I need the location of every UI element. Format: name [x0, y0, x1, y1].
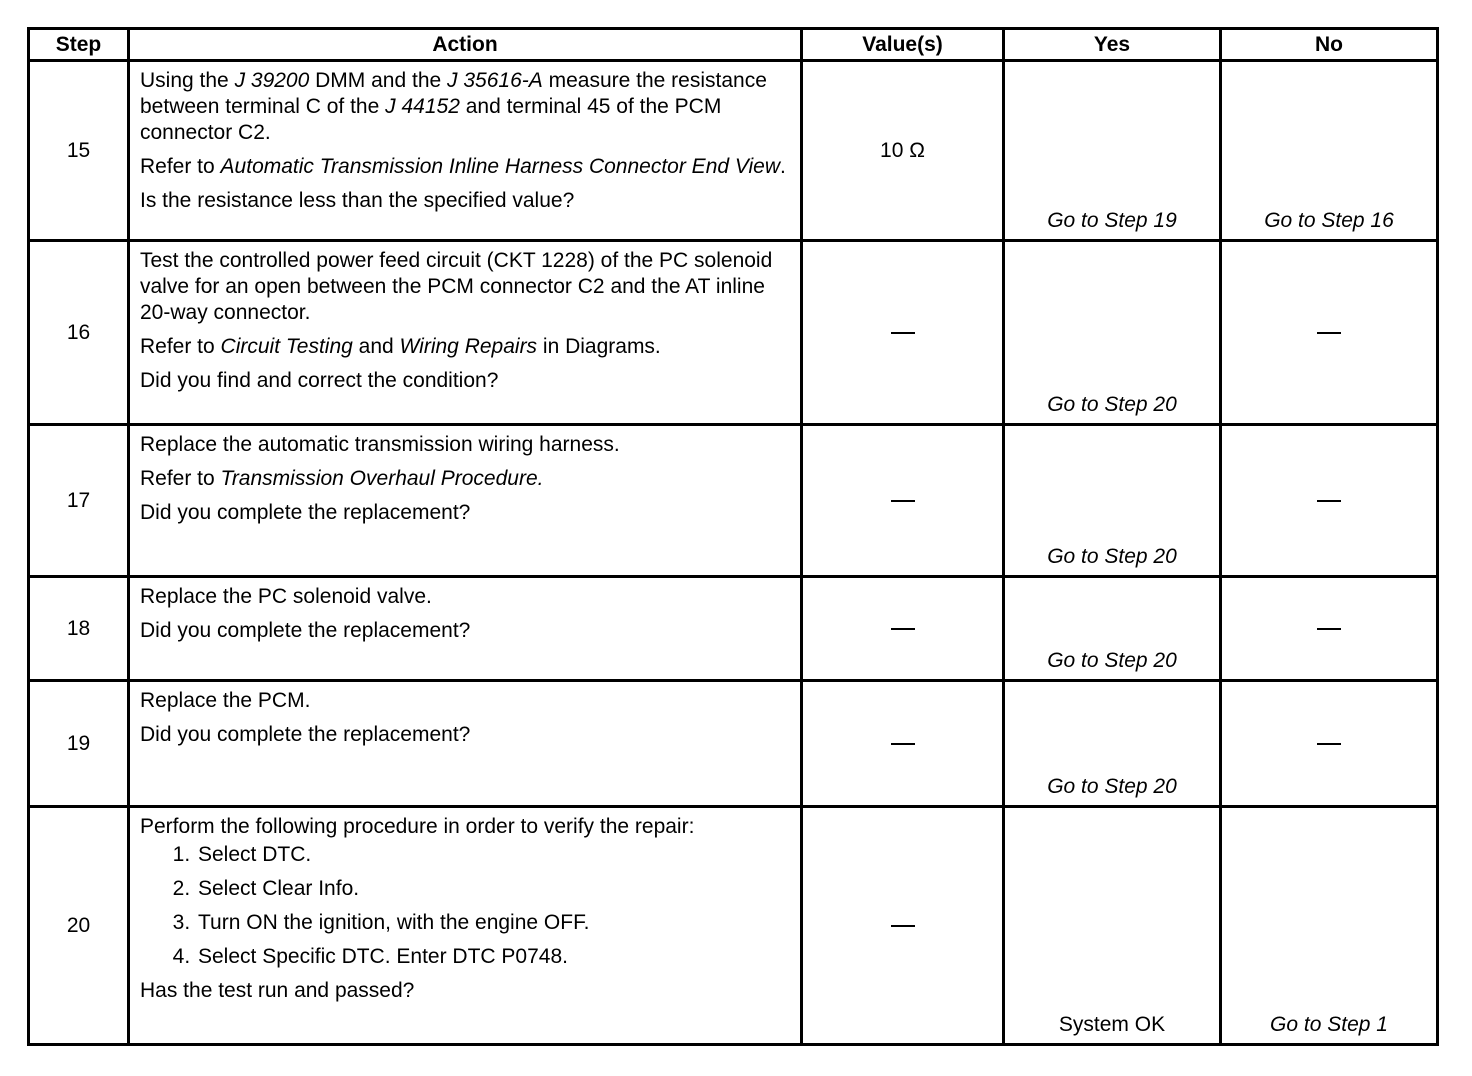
- dash-mark: [891, 332, 915, 334]
- dash-mark: [891, 743, 915, 745]
- question-paragraph: Did you find and correct the condition?: [140, 369, 499, 392]
- no-cell: [1221, 681, 1438, 807]
- dash-mark: [891, 500, 915, 502]
- value-cell: [802, 241, 1004, 425]
- dash-mark: [1317, 332, 1341, 334]
- no-cell: [1221, 241, 1438, 425]
- question-paragraph: Is the resistance less than the specified value?: [140, 189, 575, 212]
- table-row-step-20: [29, 807, 1438, 1045]
- value-cell: 10 Ω: [802, 61, 1004, 241]
- action-paragraph: Test the controlled power feed circuit (CKT 1228) of the PC solenoid valve for an open between the PCM connector C2 and the AT inline 20-way connector.: [140, 249, 773, 324]
- header-values: Value(s): [802, 29, 1004, 61]
- header-action: Action: [129, 29, 802, 61]
- dash-mark: [891, 628, 915, 630]
- action-cell: [129, 61, 802, 241]
- list-item: 3. Turn ON the ignition, with the engine OFF.: [196, 910, 790, 936]
- diagnostic-table: [27, 27, 1439, 1046]
- reference-paragraph: Refer to Automatic Transmission Inline Harness Connector End View.: [140, 155, 786, 178]
- question-paragraph: Has the test run and passed?: [140, 979, 415, 1002]
- header-no: No: [1221, 29, 1438, 61]
- action-cell: [129, 425, 802, 577]
- yes-cell: Go to Step 20: [1004, 681, 1221, 807]
- list-item: 4. Select Specific DTC. Enter DTC P0748.: [196, 944, 790, 970]
- dash-mark: [1317, 628, 1341, 630]
- action-cell: [129, 681, 802, 807]
- yes-cell: Go to Step 19: [1004, 61, 1221, 241]
- dash-mark: [1317, 500, 1341, 502]
- no-cell: [1221, 577, 1438, 681]
- action-paragraph: Replace the PC solenoid valve.: [140, 585, 432, 608]
- yes-cell: Go to Step 20: [1004, 425, 1221, 577]
- step-number: 19: [29, 681, 129, 807]
- yes-cell: System OK: [1004, 807, 1221, 1045]
- table-row-step-15: [29, 61, 1438, 241]
- value-cell: [802, 807, 1004, 1045]
- step-number: 16: [29, 241, 129, 425]
- reference-paragraph: Refer to Circuit Testing and Wiring Repairs in Diagrams.: [140, 335, 661, 358]
- action-cell: [129, 577, 802, 681]
- action-paragraph: Perform the following procedure in order to verify the repair:: [140, 815, 695, 838]
- no-cell: Go to Step 1: [1221, 807, 1438, 1045]
- value-cell: [802, 681, 1004, 807]
- no-cell: [1221, 425, 1438, 577]
- question-paragraph: Did you complete the replacement?: [140, 619, 471, 642]
- table-row-step-16: [29, 241, 1438, 425]
- dash-mark: [891, 925, 915, 927]
- list-item: 2. Select Clear Info.: [196, 876, 790, 902]
- value-cell: [802, 425, 1004, 577]
- table-row-step-17: [29, 425, 1438, 577]
- dash-mark: [1317, 743, 1341, 745]
- step-number: 18: [29, 577, 129, 681]
- step-number: 15: [29, 61, 129, 241]
- step-number: 17: [29, 425, 129, 577]
- step-number: 20: [29, 807, 129, 1045]
- header-yes: Yes: [1004, 29, 1221, 61]
- no-cell: Go to Step 16: [1221, 61, 1438, 241]
- list-item: 1. Select DTC.: [196, 842, 790, 868]
- action-paragraph: Replace the automatic transmission wiring harness.: [140, 433, 620, 456]
- header-step: Step: [29, 29, 129, 61]
- yes-cell: Go to Step 20: [1004, 577, 1221, 681]
- action-paragraph: Replace the PCM.: [140, 689, 311, 712]
- yes-cell: Go to Step 20: [1004, 241, 1221, 425]
- value-cell: [802, 577, 1004, 681]
- reference-paragraph: Refer to Transmission Overhaul Procedure.: [140, 467, 544, 490]
- table-row-step-18: [29, 577, 1438, 681]
- question-paragraph: Did you complete the replacement?: [140, 723, 471, 746]
- header-row: [29, 29, 1438, 61]
- table-row-step-19: [29, 681, 1438, 807]
- action-cell: [129, 241, 802, 425]
- action-paragraph: Using the J 39200 DMM and the J 35616-A measure the resistance between terminal C of the J 44152 and terminal 45 of the PCM connector C2.: [140, 69, 767, 144]
- action-cell: [129, 807, 802, 1045]
- question-paragraph: Did you complete the replacement?: [140, 501, 471, 524]
- procedure-list: [140, 842, 790, 970]
